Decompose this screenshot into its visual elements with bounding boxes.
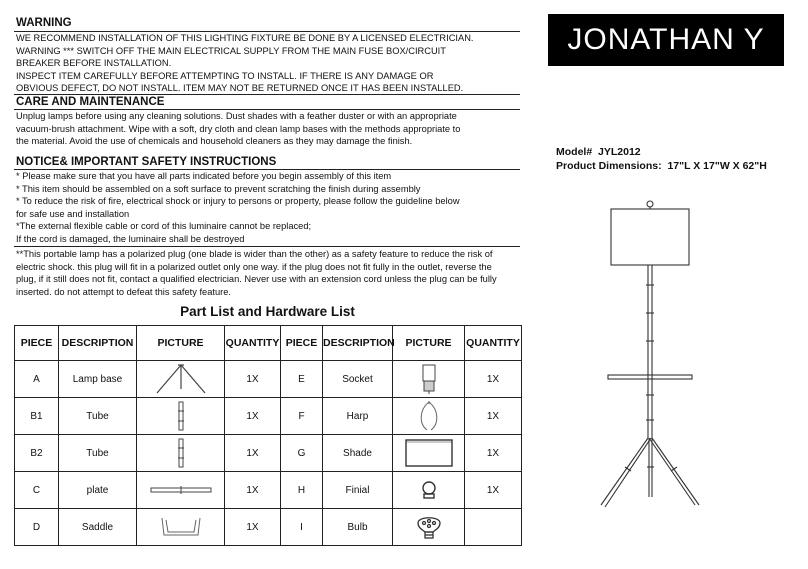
- tube-icon: [137, 401, 224, 431]
- table-row: [15, 509, 522, 546]
- col-header: QUANTITY: [465, 326, 522, 361]
- description-cell: plate: [59, 472, 137, 509]
- piece-cell: H: [281, 472, 323, 509]
- description-cell: Finial: [323, 472, 393, 509]
- col-header: PIECE: [281, 326, 323, 361]
- safety-heading: NOTICE& IMPORTANT SAFETY INSTRUCTIONS: [16, 156, 277, 168]
- divider: [14, 246, 520, 247]
- piece-cell: A: [15, 361, 59, 398]
- harp-icon: [393, 400, 464, 432]
- safety-line: * To reduce the risk of fire, electrical shock or injury to persons or property, please follow the guideline below: [16, 196, 460, 207]
- piece-cell: B2: [15, 435, 59, 472]
- safety-line: If the cord is damaged, the luminaire shall be destroyed: [16, 233, 245, 244]
- description-cell: Socket: [323, 361, 393, 398]
- quantity-cell: 1X: [465, 472, 522, 509]
- socket-icon: [393, 363, 464, 395]
- dimensions-value: 17"L X 17"W X 62"H: [667, 160, 767, 172]
- plug-line: **This portable lamp has a polarized plug (one blade is wider than the other) as a safety feature to reduce the risk of: [16, 249, 493, 259]
- quantity-cell: [465, 509, 522, 546]
- finial-icon: [393, 480, 464, 500]
- brand-logo: JONATHAN Y: [548, 14, 784, 66]
- model-number: [556, 146, 641, 158]
- warning-line: WARNING *** SWITCH OFF THE MAIN ELECTRICAL SUPPLY FROM THE MAIN FUSE BOX/CIRCUIT: [16, 45, 446, 56]
- piece-cell: D: [15, 509, 59, 546]
- quantity-cell: 1X: [465, 361, 522, 398]
- piece-cell: I: [281, 509, 323, 546]
- safety-text: [16, 170, 460, 246]
- care-line: vacuum-brush attachment. Wipe with a soft, dry cloth and clean lamp bases with the methods appropriate to: [16, 123, 461, 134]
- quantity-cell: 1X: [225, 509, 281, 546]
- col-header: PICTURE: [393, 326, 465, 361]
- shade-icon: [393, 438, 464, 468]
- description-cell: Harp: [323, 398, 393, 435]
- description-cell: Shade: [323, 435, 393, 472]
- parts-table: [14, 325, 522, 546]
- warning-line: BREAKER BEFORE INSTALLATION.: [16, 58, 172, 69]
- warning-line: OBVIOUS DEFECT, DO NOT INSTALL. ITEM MAY NOT BE RETURNED ONCE IT HAS BEEN INSTALLED.: [16, 83, 464, 94]
- piece-cell: B1: [15, 398, 59, 435]
- bulb-icon: [393, 513, 464, 541]
- description-cell: Bulb: [323, 509, 393, 546]
- col-header: DESCRIPTION: [59, 326, 137, 361]
- warning-text: [16, 32, 474, 95]
- col-header: QUANTITY: [225, 326, 281, 361]
- floor-lamp-illustration: [585, 195, 715, 520]
- safety-line: * Please make sure that you have all parts indicated before you begin assembly of this item: [16, 171, 392, 181]
- plate-icon: [137, 484, 224, 496]
- model-label: Model#: [556, 146, 593, 158]
- saddle-icon: [137, 515, 224, 539]
- col-header: DESCRIPTION: [323, 326, 393, 361]
- plug-text: [16, 248, 497, 298]
- care-text: [16, 110, 460, 148]
- parts-title: Part List and Hardware List: [180, 304, 355, 319]
- plug-line: electric shock. this plug will fit in a polarized outlet only one way. if the plug does not fit fully in the outlet, reverse the: [16, 261, 492, 272]
- col-header: PIECE: [15, 326, 59, 361]
- quantity-cell: 1X: [225, 435, 281, 472]
- plug-line: inserted. do not attempt to defeat this safety feature.: [16, 286, 231, 297]
- safety-line: *The external flexible cable or cord of this luminaire cannot be replaced;: [16, 221, 312, 232]
- description-cell: Lamp base: [59, 361, 137, 398]
- piece-cell: F: [281, 398, 323, 435]
- quantity-cell: 1X: [225, 398, 281, 435]
- dimensions-label: Product Dimensions:: [556, 160, 662, 172]
- plug-line: plug, if it still does not fit, contact a qualified electrician. Never use with an extension cord unless the plug can be fully: [16, 274, 497, 285]
- care-heading: CARE AND MAINTENANCE: [16, 96, 165, 108]
- safety-line: * This item should be assembled on a soft surface to prevent scratching the finish during assembly: [16, 183, 421, 194]
- piece-cell: G: [281, 435, 323, 472]
- quantity-cell: 1X: [225, 472, 281, 509]
- piece-cell: E: [281, 361, 323, 398]
- table-header-row: [15, 326, 522, 361]
- table-row: [15, 361, 522, 398]
- quantity-cell: 1X: [225, 361, 281, 398]
- warning-line: WE RECOMMEND INSTALLATION OF THIS LIGHTING FIXTURE BE DONE BY A LICENSED ELECTRICIAN.: [16, 33, 474, 43]
- description-cell: Tube: [59, 435, 137, 472]
- tube-icon: [137, 438, 224, 468]
- safety-line: for safe use and installation: [16, 208, 130, 219]
- quantity-cell: 1X: [465, 398, 522, 435]
- product-dimensions: [556, 160, 767, 172]
- piece-cell: C: [15, 472, 59, 509]
- quantity-cell: 1X: [465, 435, 522, 472]
- col-header: PICTURE: [137, 326, 225, 361]
- warning-line: INSPECT ITEM CAREFULLY BEFORE ATTEMPTING TO INSTALL. IF THERE IS ANY DAMAGE OR: [16, 70, 434, 81]
- table-row: [15, 472, 522, 509]
- tripod-base-icon: [137, 363, 224, 395]
- warning-heading: WARNING: [16, 17, 72, 29]
- model-value: JYL2012: [598, 146, 641, 158]
- description-cell: Saddle: [59, 509, 137, 546]
- care-line: the material. Avoid the use of chemicals and household cleaners as they may damage the finish.: [16, 136, 413, 147]
- table-row: [15, 398, 522, 435]
- description-cell: Tube: [59, 398, 137, 435]
- divider: [14, 94, 520, 95]
- care-line: Unplug lamps before using any cleaning solutions. Dust shades with a feather duster or with an appropriate: [16, 111, 457, 121]
- table-row: [15, 435, 522, 472]
